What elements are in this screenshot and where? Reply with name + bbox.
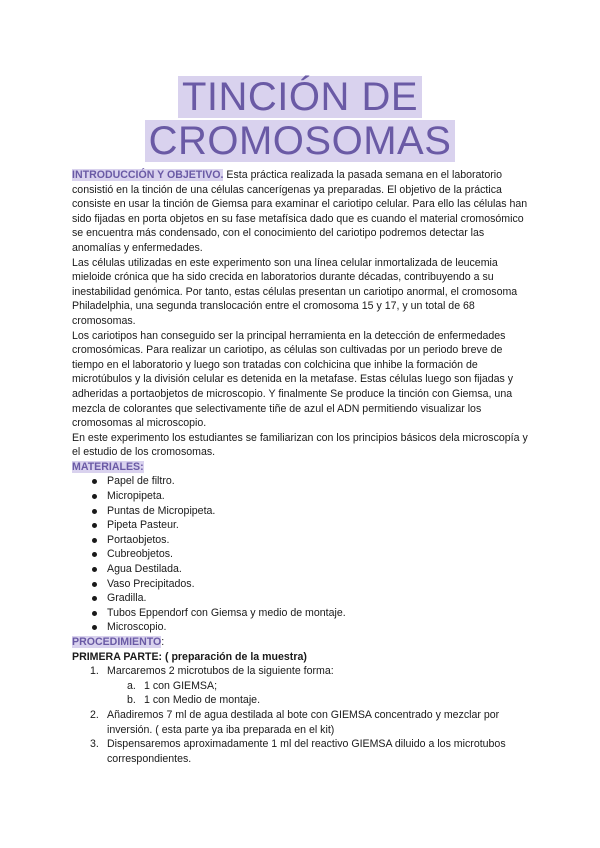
step-text: Marcaremos 2 microtubos de la siguiente forma: xyxy=(107,665,334,678)
intro-paragraph xyxy=(72,168,532,256)
procedure-step xyxy=(72,737,532,766)
list-item: Gradilla. xyxy=(72,591,532,606)
intro-text-3: Los cariotipos han conseguido ser la principal herramienta en la detección de enfermedades cromosómicas. Para realizar un cariotipo, as células son cultivadas por un periodo breve de tiempo en el laboratorio y luego son tratadas con colchicina que inhibe la formación de microtúbulos y la división celular es detenida en la metafase. Estas células luego son fijadas y adheridas a portaobjetos de microscopio. Y finalmente Se produce la tinción con Giemsa, una mezcla de colorantes que selectivamente tiñe de azul el ADN permitiendo visualizar los cromosomas al microscopio. xyxy=(72,329,514,430)
materials-section xyxy=(72,460,532,475)
list-item: Agua Destilada. xyxy=(72,562,532,577)
procedure-section xyxy=(72,635,532,650)
list-item: Papel de filtro. xyxy=(72,474,532,489)
step-text: Añadiremos 7 ml de agua destilada al bote con GIEMSA concentrado y mezclar por inversión. ( esta parte ya iba preparada en el kit) xyxy=(107,708,500,736)
procedure-step xyxy=(72,708,532,737)
list-item: Microscopio. xyxy=(72,620,532,635)
title-line-2: CROMOSOMAS xyxy=(145,120,456,162)
materials-heading: MATERIALES: xyxy=(72,460,144,473)
intro-text-2: Las células utilizadas en este experimento son una línea celular inmortalizada de leucemia mieloide crónica que ha sido crecida en laboratorios durante décadas, contribuyendo a su inestabilidad genómica. Por tanto, estas células presentan un cariotipo anormal, el cromosoma Philadelphia, una segunda translocación entre el cromosoma 15 y 17, y un total de 68 cromosomas. xyxy=(72,256,518,327)
step-number: 2. xyxy=(90,708,99,721)
substep-text: 1 con Medio de montaje. xyxy=(144,694,261,707)
intro-text-1: Esta práctica realizada la pasada semana en el laboratorio consistió en la tinción de una células cancerígenas ya preparadas. El objetivo de la práctica consiste en usar la tinción de Giemsa para examinar el cariotipo celular. Para ello las células han sido fijadas en porta objetos en su fase metafísica dado que es cuando el material cromosómico se encuentra más condensado, con el conocimiento del cariotipo podremos detectar las anomalías y enfermedades. xyxy=(72,169,528,254)
part-title: PRIMERA PARTE: ( preparación de la muestra) xyxy=(72,650,307,663)
list-item: Puntas de Micropipeta. xyxy=(72,504,532,519)
list-item: Pipeta Pasteur. xyxy=(72,518,532,533)
list-item: Portaobjetos. xyxy=(72,533,532,548)
document-body xyxy=(72,168,532,766)
materials-list xyxy=(72,474,532,635)
procedure-heading: PROCEDIMIENTO xyxy=(72,636,162,648)
list-item: Vaso Precipitados. xyxy=(72,577,532,592)
list-item: Cubreobjetos. xyxy=(72,547,532,562)
substep-text: 1 con GIEMSA; xyxy=(144,679,218,692)
substep-letter: a. xyxy=(127,679,136,692)
page-title xyxy=(0,76,600,164)
procedure-substep xyxy=(72,693,532,708)
procedure-substep xyxy=(72,679,532,694)
title-line-1: TINCIÓN DE xyxy=(178,76,422,118)
list-item: Tubos Eppendorf con Giemsa y medio de montaje. xyxy=(72,606,532,621)
step-text: Dispensaremos aproximadamente 1 ml del reactivo GIEMSA diluido a los microtubos correspondientes. xyxy=(107,738,506,765)
step-number: 1. xyxy=(90,665,99,678)
procedure-heading-colon: : xyxy=(161,636,165,648)
intro-text-4: En este experimento los estudiantes se familiarizan con los principios básicos dela microscopía y el estudio de los cromosomas. xyxy=(72,431,528,459)
intro-heading: INTRODUCCIÓN Y OBJETIVO. xyxy=(72,169,224,181)
procedure-step xyxy=(72,664,532,679)
step-number: 3. xyxy=(90,738,99,751)
list-item: Micropipeta. xyxy=(72,489,532,504)
substep-letter: b. xyxy=(127,694,136,707)
